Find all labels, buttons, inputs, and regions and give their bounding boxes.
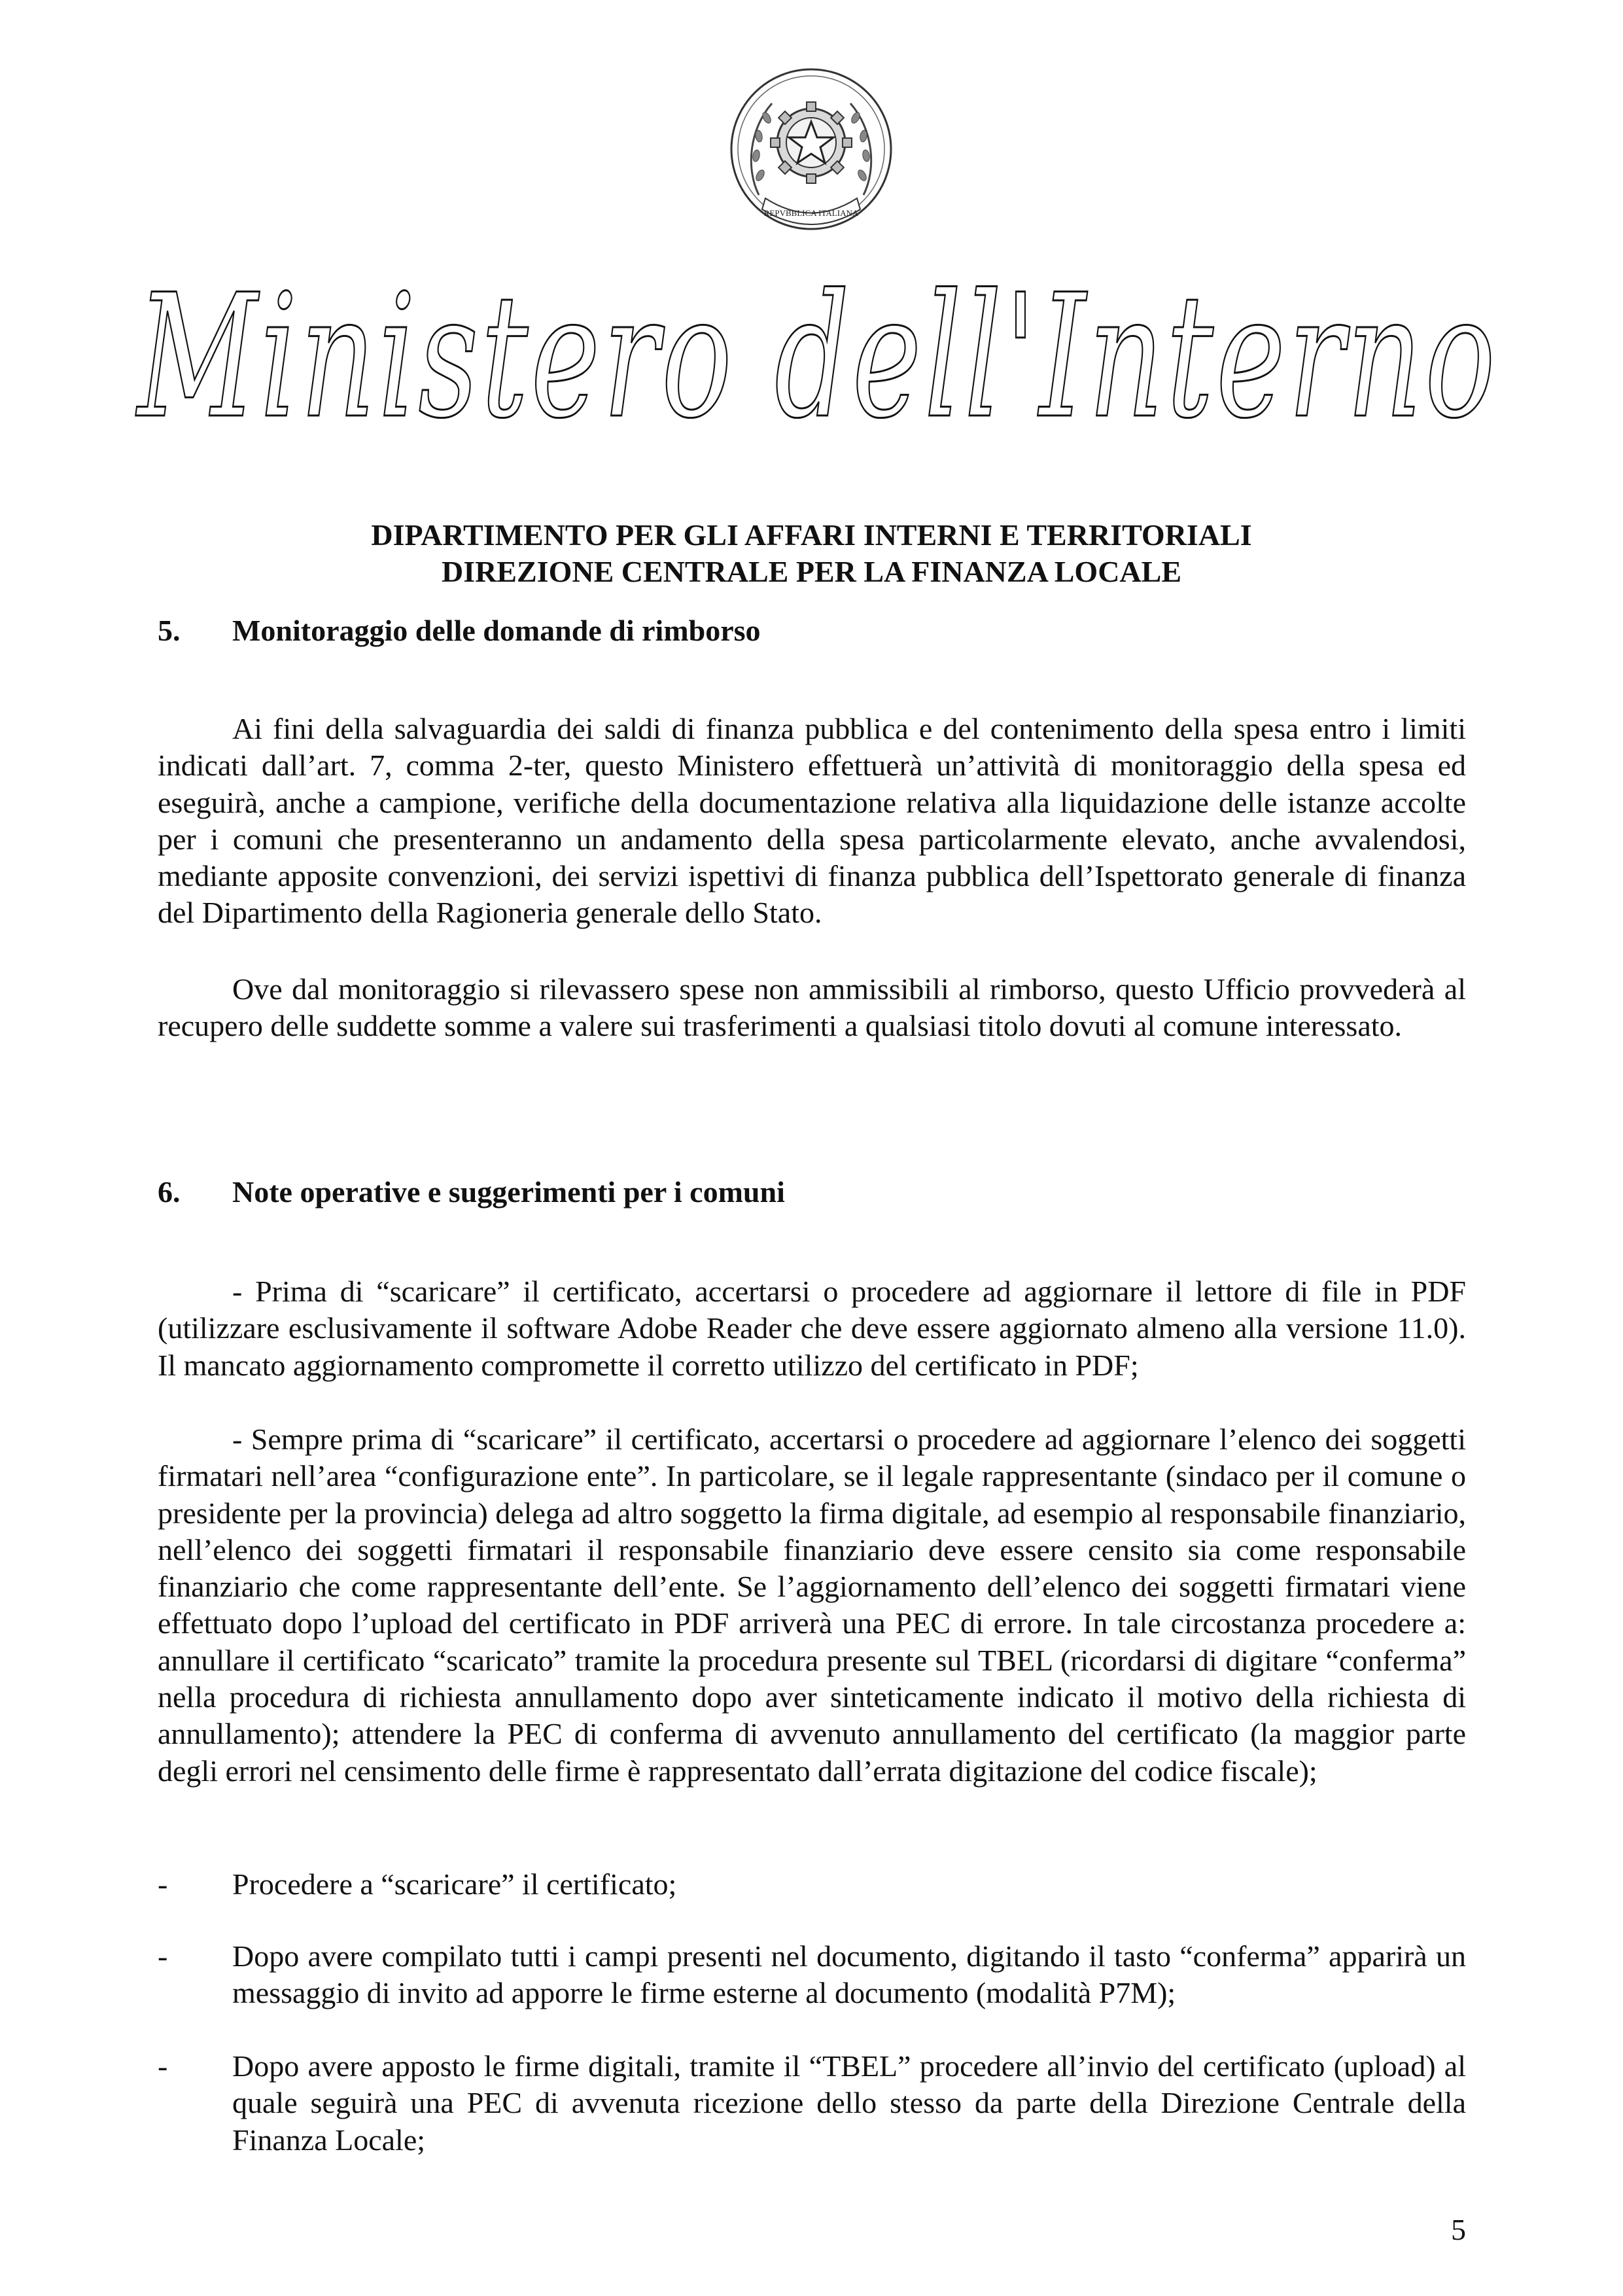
section-title: Monitoraggio delle domande di rimborso <box>232 614 761 647</box>
ministry-masthead <box>118 275 1518 471</box>
page-number: 5 <box>1451 2213 1466 2246</box>
list-item <box>158 1938 1466 2012</box>
section-5-paragraph-2: Ove dal monitoraggio si rilevassero spese non ammissibili al rimborso, questo Ufficio provvederà al recupero delle suddette somme a valere sui trasferimenti a qualsiasi titolo dovuti al comune interessato. <box>158 972 1466 1043</box>
department-heading: DIPARTIMENTO PER GLI AFFARI INTERNI E TERRITORIALI <box>371 518 1252 552</box>
list-item-text: Procedere a “scaricare” il certificato; <box>232 1867 677 1901</box>
section-6-paragraph-2: - Sempre prima di “scaricare” il certificato, accertarsi o procedere ad aggiornare l’elenco dei soggetti firmatari nell’area “configurazione ente”. In particolare, se il legale rappresentante (sindaco per il comune o presidente per la provincia) delega ad altro soggetto la firma digitale, ad esempio al responsabile finanziario, nell’elenco dei soggetti firmatari il responsabile finanziario deve essere censito sia come responsabile finanziario che come rappresentante dell’ente. Se l’aggiornamento dell’elenco dei soggetti firmatari viene effettuato dopo l’upload del certificato in PDF arriverà una PEC di errore. In tale circostanza procedere a: annullare il certificato “scaricato” tramite la procedura presente sul TBEL (ricordarsi di digitare “conferma” nella procedura di richiesta annullamento dopo aver sinteticamente indicato il motivo della richiesta di annullamento); attendere la PEC di conferma di avvenuto annullamento del certificato (la maggior parte degli errori nel censimento delle firme è rappresentato dall’errata digitazione del codice fiscale); <box>158 1422 1466 1788</box>
list-item <box>158 2048 1466 2159</box>
section-5-heading <box>158 612 1466 649</box>
italian-republic-emblem-icon <box>726 64 896 234</box>
section-6-heading <box>158 1174 1466 1210</box>
list-item-text: Dopo avere apposto le firme digitali, tramite il “TBEL” procedere all’invio del certificato (upload) al quale seguirà una PEC di avvenuta ricezione dello stesso da parte della Direzione Centrale della Finanza Locale; <box>232 2049 1466 2157</box>
svg-text:Ministero dell'Interno: Ministero dell'Interno <box>135 275 1499 456</box>
section-6-paragraph-1: - Prima di “scaricare” il certificato, accertarsi o procedere ad aggiornare il lettore di file in PDF (utilizzare esclusivamente il software Adobe Reader che deve essere aggiornato almeno alla versione 11.0). Il mancato aggiornamento compromette il corretto utilizzo del certificato in PDF; <box>158 1275 1466 1382</box>
list-item <box>158 1866 1466 1903</box>
section-number: 6. <box>158 1175 181 1209</box>
list-marker: - <box>158 1867 168 1901</box>
svg-text:REPVBBLICA ITALIANA: REPVBBLICA ITALIANA <box>763 208 859 218</box>
section-title: Note operative e suggerimenti per i comuni <box>232 1175 785 1209</box>
section-number: 5. <box>158 614 181 647</box>
list-marker: - <box>158 2049 168 2083</box>
directorate-heading: DIREZIONE CENTRALE PER LA FINANZA LOCALE <box>441 555 1182 588</box>
list-marker: - <box>158 1939 168 1973</box>
section-5-paragraph-1: Ai fini della salvaguardia dei saldi di finanza pubblica e del contenimento della spesa entro i limiti indicati dall’art. 7, comma 2-ter, questo Ministero effettuerà un’attività di monitoraggio della spesa ed eseguirà, anche a campione, verifiche della documentazione relativa alla liquidazione delle istanze accolte per i comuni che presenteranno un andamento della spesa particolarmente elevato, anche avvalendosi, mediante apposite convenzioni, dei servizi ispettivi di finanza pubblica dell’Ispettorato generale di finanza del Dipartimento della Ragioneria generale dello Stato. <box>158 712 1466 930</box>
list-item-text: Dopo avere compilato tutti i campi presenti nel documento, digitando il tasto “conferma” apparirà un messaggio di invito ad apporre le firme esterne al documento (modalità P7M); <box>232 1939 1466 2010</box>
